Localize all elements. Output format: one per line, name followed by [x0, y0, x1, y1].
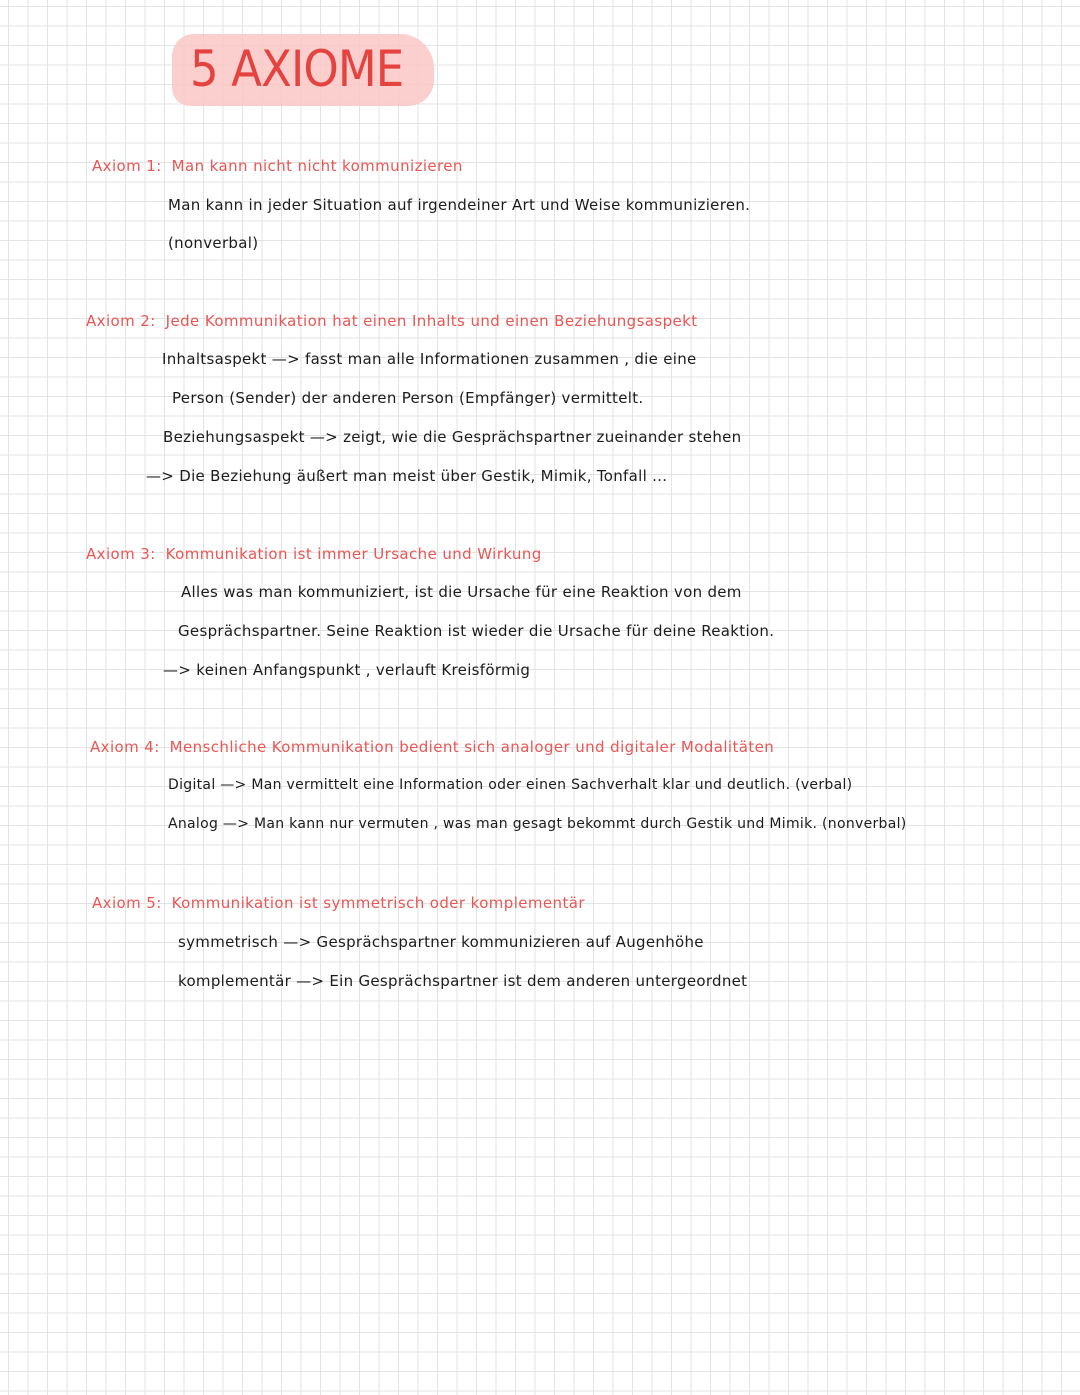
axiom-1-label: Axiom 1: — [92, 157, 162, 175]
axiom-2-line-2: Person (Sender) der anderen Person (Empfänger) vermittelt. — [172, 389, 644, 407]
axiom-3-heading — [86, 545, 542, 563]
axiom-5-line-2: komplementär —> Ein Gesprächspartner ist dem anderen untergeordnet — [178, 972, 748, 990]
axiom-4-line-2: Analog —> Man kann nur vermuten , was man gesagt bekommt durch Gestik und Mimik. (nonverbal) — [168, 816, 907, 832]
axiom-1-heading — [92, 157, 463, 175]
axiom-5-title: Kommunikation ist symmetrisch oder komplementär — [171, 894, 585, 912]
axiom-4-title: Menschliche Kommunikation bedient sich analoger und digitaler Modalitäten — [169, 738, 775, 756]
axiom-4-line-1: Digital —> Man vermittelt eine Information oder einen Sachverhalt klar und deutlich. (verbal) — [168, 777, 853, 793]
axiom-1-line-2: (nonverbal) — [168, 234, 259, 252]
axiom-1-line-1: Man kann in jeder Situation auf irgendeiner Art und Weise kommunizieren. — [168, 196, 751, 214]
axiom-2-title: Jede Kommunikation hat einen Inhalts und einen Beziehungsaspekt — [165, 312, 698, 330]
axiom-5-label: Axiom 5: — [92, 894, 162, 912]
axiom-1-title: Man kann nicht nicht kommunizieren — [171, 157, 463, 175]
axiom-5-heading — [92, 894, 585, 912]
page-title: 5 AXIOME — [190, 40, 404, 98]
axiom-2-heading — [86, 312, 698, 330]
axiom-4-label: Axiom 4: — [90, 738, 160, 756]
axiom-5-line-1: symmetrisch —> Gesprächspartner kommunizieren auf Augenhöhe — [178, 933, 704, 951]
axiom-3-label: Axiom 3: — [86, 545, 156, 563]
axiom-2-label: Axiom 2: — [86, 312, 156, 330]
axiom-3-line-3: —> keinen Anfangspunkt , verlauft Kreisförmig — [163, 661, 531, 679]
axiom-3-line-2: Gesprächspartner. Seine Reaktion ist wieder die Ursache für deine Reaktion. — [178, 622, 775, 640]
axiom-3-line-1: Alles was man kommuniziert, ist die Ursache für eine Reaktion von dem — [181, 583, 742, 601]
axiom-2-line-1: Inhaltsaspekt —> fasst man alle Informationen zusammen , die eine — [162, 350, 697, 368]
axiom-2-line-4: —> Die Beziehung äußert man meist über Gestik, Mimik, Tonfall ... — [146, 467, 668, 485]
axiom-4-heading — [90, 738, 774, 756]
axiom-2-line-3: Beziehungsaspekt —> zeigt, wie die Gesprächspartner zueinander stehen — [163, 428, 742, 446]
axiom-3-title: Kommunikation ist immer Ursache und Wirkung — [165, 545, 542, 563]
